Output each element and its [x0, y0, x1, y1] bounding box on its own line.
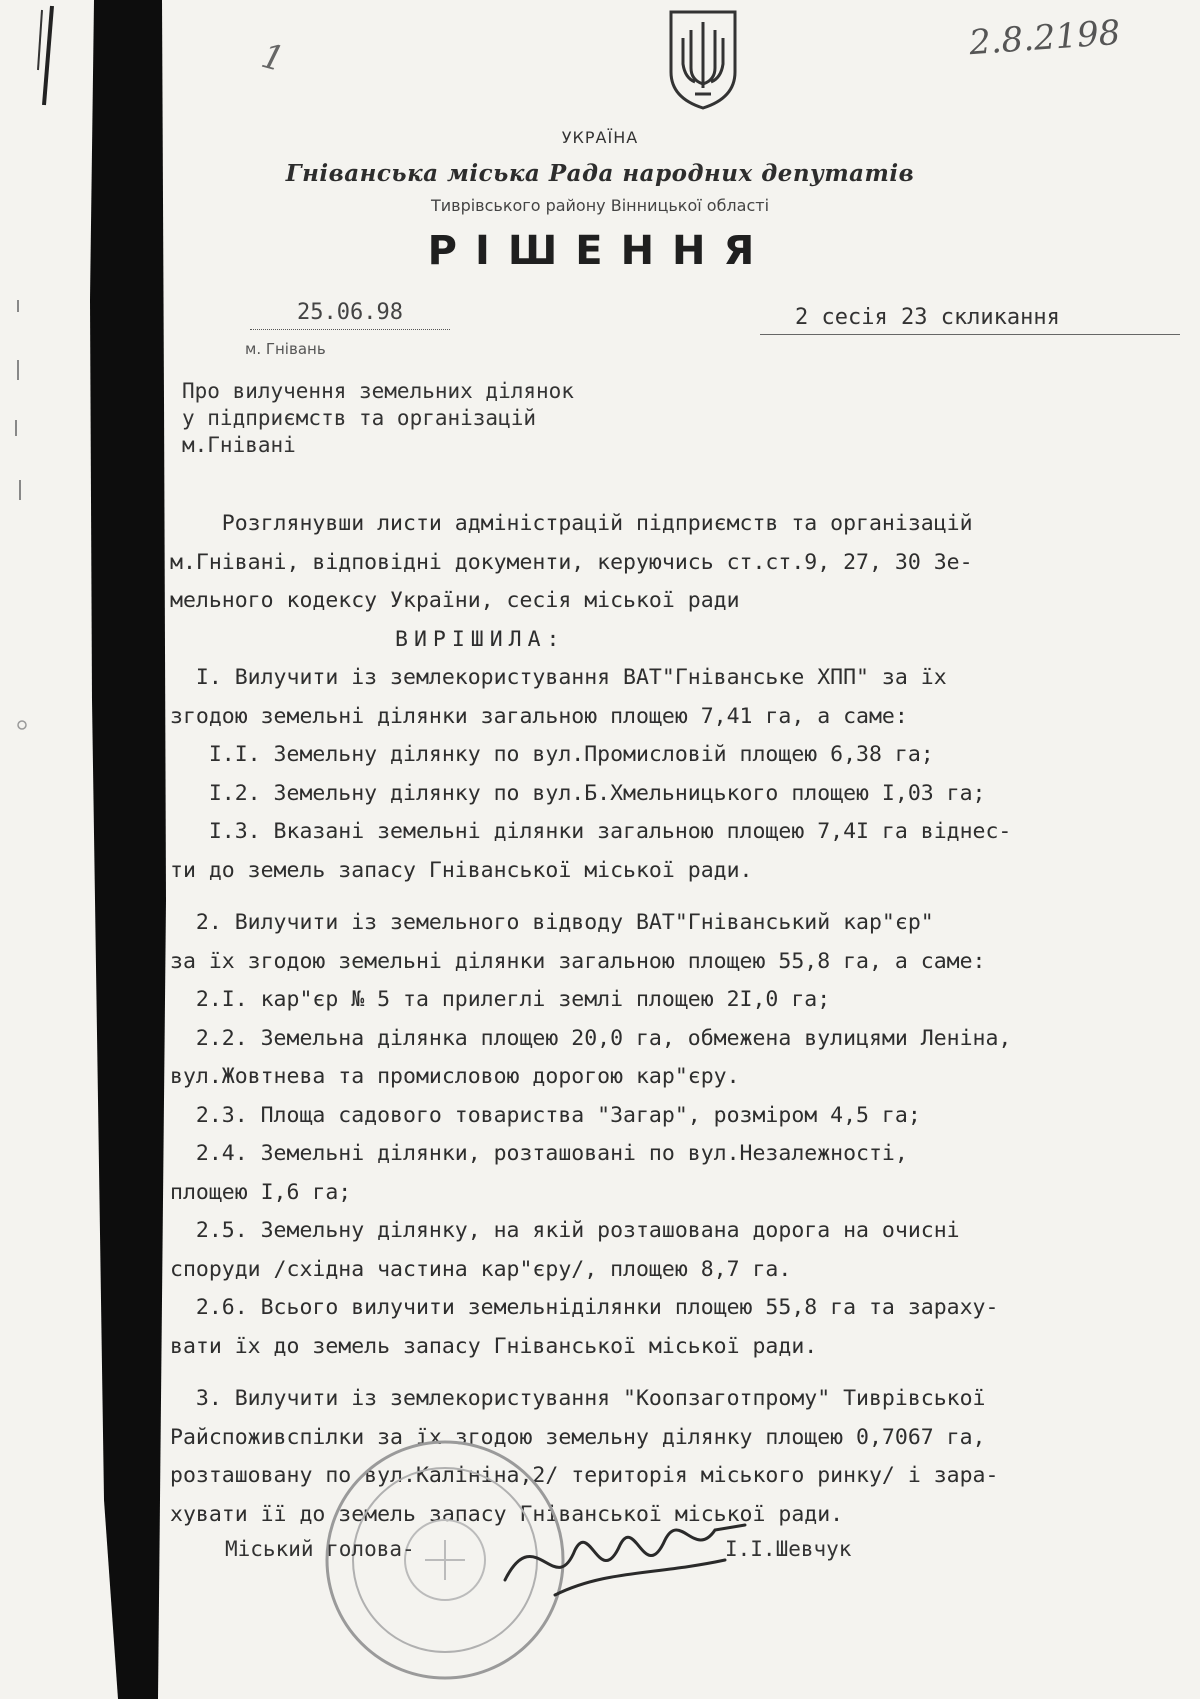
intro-line: Розглянувши листи адміністрацій підприємств та організацій [170, 511, 973, 536]
item-line: 2.І. кар"єр № 5 та прилеглі землі площею 2І,0 га; [170, 987, 831, 1012]
margin-mark: 1 [257, 35, 289, 81]
city-label: м. Гнівань [245, 340, 326, 358]
handwritten-note: 2.8.2198 [967, 12, 1122, 64]
item-line: споруди /східна частина кар"єру/, площею 8,7 га. [170, 1256, 792, 1282]
item-line: 3. Вилучити із землекористування "Коопзаготпрому" Тиврівської [170, 1386, 986, 1411]
item-line: 2.4. Земельні ділянки, розташовані по вул.Незалежності, [170, 1141, 908, 1166]
item-line: вати їх до земель запасу Гніванської міської ради. [170, 1333, 818, 1359]
decision-body [170, 505, 1160, 1534]
subject-line: у підприємств та організацій [182, 406, 537, 430]
country-name: УКРАЇНА [561, 128, 639, 147]
item-line: І.2. Земельну ділянку по вул.Б.Хмельницького площею І,03 га; [170, 780, 986, 806]
item-line: І.І. Земельну ділянку по вул.Промисловій площею 6,38 га; [170, 742, 934, 767]
decision-subject [182, 378, 882, 459]
decision-date: 25.06.98 [250, 300, 450, 330]
district-name: Тиврівського району Вінницької області [430, 196, 770, 215]
item-line: 2.2. Земельна ділянка площею 20,0 га, обмежена вулицями Леніна, [170, 1025, 1012, 1051]
council-name: Гніванська міська Рада народних депутатів [285, 160, 915, 187]
item-line: хувати її до земель запасу Гніванської міської ради. [170, 1501, 844, 1527]
item-line: І. Вилучити із землекористування ВАТ"Гніванське ХПП" за їх [170, 665, 947, 690]
document-title: РІШЕННЯ [427, 228, 773, 274]
intro-line: м.Гнівані, відповідні документи, керуючись ст.ст.9, 27, 30 Зе- [170, 549, 973, 575]
item-line: І.3. Вказані земельні ділянки загальною площею 7,4І га віднес- [170, 819, 1012, 844]
item-line: 2.6. Всього вилучити земельніділянки площею 55,8 га та зараху- [170, 1295, 999, 1320]
item-line: площею І,6 га; [170, 1179, 352, 1205]
signature-block [225, 1525, 1125, 1585]
signature-scribble-icon [495, 1500, 755, 1610]
coat-of-arms-icon [665, 8, 741, 112]
subject-line: м.Гнівані [182, 433, 296, 457]
item-line: вул.Жовтнева та промисловою дорогою кар"єру. [170, 1064, 740, 1089]
item-line: Райспоживспілки за їх згодою земельну ділянку площею 0,7067 га, [170, 1424, 986, 1450]
item-line: за їх згодою земельні ділянки загальною площею 55,8 га, а саме: [170, 948, 986, 974]
subject-line: Про вилучення земельних ділянок [182, 379, 574, 403]
item-line: ти до земель запасу Гніванської міської ради. [170, 857, 753, 883]
session-number: 2 сесія 23 скликання [760, 305, 1180, 335]
intro-line: мельного кодексу України, сесія міської ради [170, 588, 740, 613]
item-line: розташовану по вул.Калініна,2/ територія міського ринку/ і зара- [170, 1463, 999, 1488]
signatory-name: І.І.Шевчук [725, 1537, 852, 1561]
item-line: 2.5. Земельну ділянку, на якій розташована дорога на очисні [170, 1218, 960, 1243]
item-line: 2. Вилучити із земельного відводу ВАТ"Гніванський кар"єр" [170, 910, 934, 935]
item-line: 2.3. Площа садового товариства "Загар", розміром 4,5 га; [170, 1102, 921, 1128]
decided-heading: ВИРІШИЛА: [395, 626, 566, 652]
signature-label: Міський голова- [225, 1537, 415, 1561]
item-line: згодою земельні ділянки загальною площею 7,41 га, а саме: [170, 703, 908, 729]
